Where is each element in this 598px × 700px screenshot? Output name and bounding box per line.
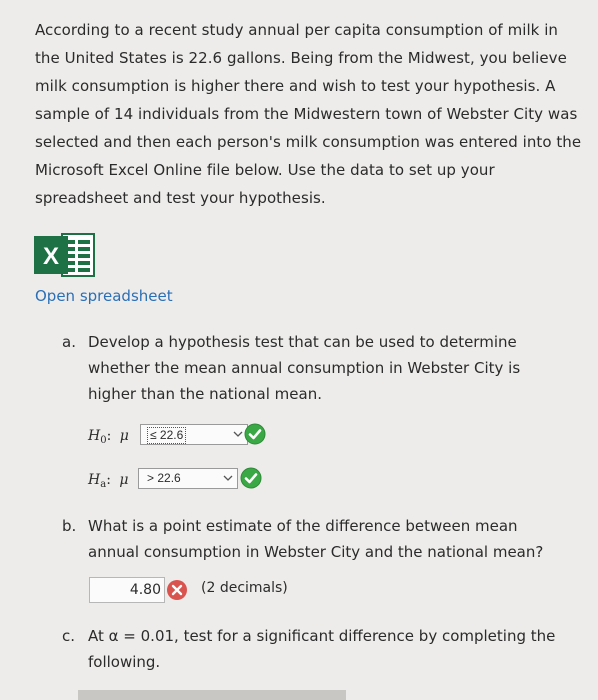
part-b-text: What is a point estimate of the difference between mean annual consumption in Webster City and the national mean? bbox=[88, 517, 544, 561]
part-a-letter: a. bbox=[62, 333, 76, 351]
part-c-letter: c. bbox=[62, 627, 76, 645]
ha-select[interactable] bbox=[138, 468, 238, 489]
open-spreadsheet-link[interactable]: Open spreadsheet bbox=[35, 287, 173, 305]
h0-selected-value: ≤ 22.6 bbox=[147, 427, 186, 444]
ha-label: $H_a$: μ bbox=[88, 472, 129, 490]
chevron-down-icon bbox=[223, 473, 233, 483]
correct-check-icon bbox=[244, 423, 266, 445]
excel-icon[interactable] bbox=[34, 232, 96, 278]
ha-selected-value: > 22.6 bbox=[147, 471, 181, 485]
point-estimate-input[interactable]: 4.80 bbox=[89, 577, 165, 603]
part-b-letter: b. bbox=[62, 517, 77, 535]
h0-select[interactable] bbox=[140, 424, 248, 445]
h0-label: $H_0$: μ bbox=[88, 428, 129, 446]
part-c-text: At α = 0.01, test for a significant difference by completing the following. bbox=[88, 627, 556, 671]
part-a-text: Develop a hypothesis test that can be used to determine whether the mean annual consumption in Webster City is higher than the national mean. bbox=[88, 333, 521, 403]
correct-check-icon bbox=[240, 467, 262, 489]
problem-statement: According to a recent study annual per capita consumption of milk in the United States is 22.6 gallons. Being from the Midwest, you believe milk consumption is higher there and wish to test your hypothesis. A sample of 14 individuals from the Midwestern town of Webster City was selected and then each person's milk consumption was entered into the Microsoft Excel Online file below. Use the data to set up your spreadsheet and test your hypothesis. bbox=[35, 21, 582, 207]
excel-icon-letter: X bbox=[42, 243, 60, 270]
incorrect-x-icon bbox=[166, 579, 188, 601]
scroll-indicator bbox=[78, 690, 346, 700]
chevron-down-icon bbox=[233, 429, 243, 439]
decimals-note: (2 decimals) bbox=[201, 580, 288, 596]
